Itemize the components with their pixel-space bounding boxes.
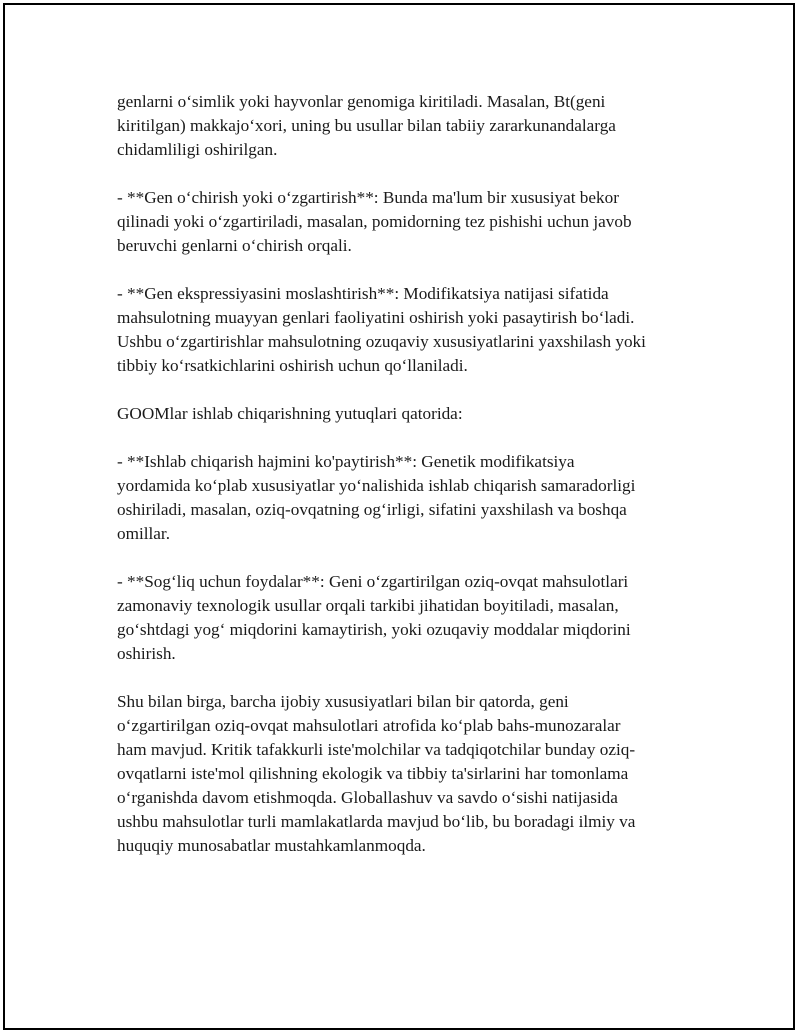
text-line: ovqatlarni iste'mol qilishning ekologik va tibbiy ta'sirlarini har tomonlama <box>117 764 629 783</box>
text-line: yordamida ko‘plab xususiyatlar yo‘nalishida ishlab chiqarish samaradorligi <box>117 476 636 495</box>
text-line: go‘shtdagi yog‘ miqdorini kamaytirish, yoki ozuqaviy moddalar miqdorini <box>117 620 631 639</box>
text-line: ushbu mahsulotlar turli mamlakatlarda mavjud bo‘lib, bu boradagi ilmiy va <box>117 812 636 831</box>
text-line: oshiriladi, masalan, oziq-ovqatning og‘irligi, sifatini yaxshilash va boshqa <box>117 500 627 519</box>
text-line: Shu bilan birga, barcha ijobiy xususiyatlari bilan bir qatorda, geni <box>117 692 569 711</box>
document-body <box>117 90 717 882</box>
text-line: genlarni o‘simlik yoki hayvonlar genomiga kiritiladi. Masalan, Bt(geni <box>117 92 606 111</box>
text-line: o‘zgartirilgan oziq-ovqat mahsulotlari atrofida ko‘plab bahs-munozaralar <box>117 716 621 735</box>
paragraph-gen-ekspressiyasi <box>117 282 717 378</box>
text-line: - **Gen o‘chirish yoki o‘zgartirish**: Bunda ma'lum bir xususiyat bekor <box>117 188 619 207</box>
text-line: - **Sog‘liq uchun foydalar**: Geni o‘zgartirilgan oziq-ovqat mahsulotlari <box>117 572 629 591</box>
text-line: zamonaviy texnologik usullar orqali tarkibi jihatidan boyitiladi, masalan, <box>117 596 619 615</box>
text-line: beruvchi genlarni o‘chirish orqali. <box>117 236 352 255</box>
paragraph-genomga-kiritish <box>117 90 717 162</box>
paragraph-bahs-munozaralar <box>117 690 717 858</box>
paragraph-ishlab-chiqarish-hajmi <box>117 450 717 546</box>
text-line: tibbiy ko‘rsatkichlarini oshirish uchun qo‘llaniladi. <box>117 356 468 375</box>
paragraph-sogliq-foydalar <box>117 570 717 666</box>
paragraph-yutuqlar-intro <box>117 402 717 426</box>
text-line: oshirish. <box>117 644 176 663</box>
text-line: - **Ishlab chiqarish hajmini ko'paytirish**: Genetik modifikatsiya <box>117 452 575 471</box>
text-line: qilinadi yoki o‘zgartiriladi, masalan, pomidorning tez pishishi uchun javob <box>117 212 632 231</box>
paragraph-gen-ochirish <box>117 186 717 258</box>
text-line: o‘rganishda davom etishmoqda. Globallashuv va savdo o‘sishi natijasida <box>117 788 618 807</box>
text-line: omillar. <box>117 524 170 543</box>
text-line: ham mavjud. Kritik tafakkurli iste'molchilar va tadqiqotchilar bunday oziq- <box>117 740 636 759</box>
text-line: kiritilgan) makkajo‘xori, uning bu usullar bilan tabiiy zararkunandalarga <box>117 116 616 135</box>
text-line: huquqiy munosabatlar mustahkamlanmoqda. <box>117 836 426 855</box>
text-line: mahsulotning muayyan genlari faoliyatini oshirish yoki pasaytirish bo‘ladi. <box>117 308 635 327</box>
text-line: GOOMlar ishlab chiqarishning yutuqlari qatorida: <box>117 404 463 423</box>
text-line: - **Gen ekspressiyasini moslashtirish**: Modifikatsiya natijasi sifatida <box>117 284 609 303</box>
text-line: Ushbu o‘zgartirishlar mahsulotning ozuqaviy xususiyatlarini yaxshilash yoki <box>117 332 646 351</box>
text-line: chidamliligi oshirilgan. <box>117 140 278 159</box>
